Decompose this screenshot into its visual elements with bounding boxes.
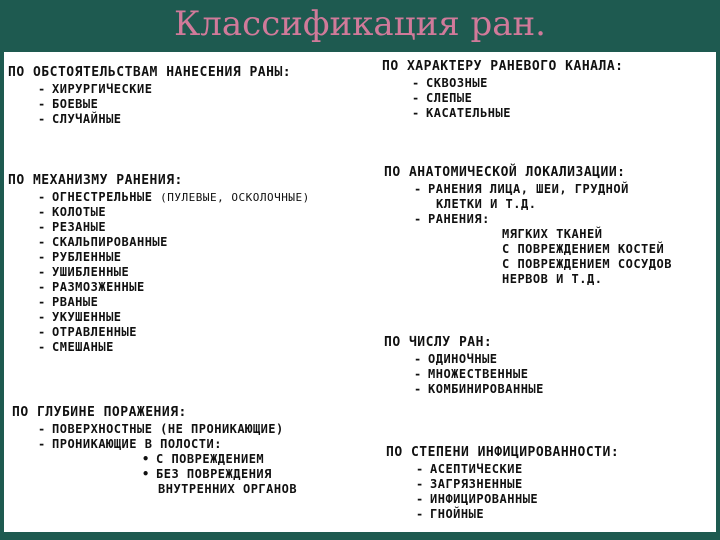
sub-item: МЯГКИХ ТКАНЕЙ bbox=[502, 227, 603, 241]
list-item: - РВАНЫЕ bbox=[38, 295, 99, 309]
depth-heading: ПО ГЛУБИНЕ ПОРАЖЕНИЯ: bbox=[12, 405, 187, 420]
list-item: - РАЗМОЗЖЕННЫЕ bbox=[38, 280, 145, 294]
list-item: - КОМБИНИРОВАННЫЕ bbox=[414, 382, 544, 396]
list-item: - ОТРАВЛЕННЫЕ bbox=[38, 325, 137, 339]
channel-section bbox=[382, 58, 623, 121]
list-item: - ИНФИЦИРОВАННЫЕ bbox=[416, 492, 539, 506]
list-item: - РАНЕНИЯ ЛИЦА, ШЕИ, ГРУДНОЙ bbox=[414, 182, 629, 196]
bullet-item: • С ПОВРЕЖДЕНИЕМ bbox=[142, 452, 265, 466]
sub-item: НЕРВОВ И Т.Д. bbox=[502, 272, 603, 286]
anatomy-heading: ПО АНАТОМИЧЕСКОЙ ЛОКАЛИЗАЦИИ: bbox=[384, 165, 626, 180]
list-item: - РУБЛЕННЫЕ bbox=[38, 250, 122, 264]
list-item-continuation: КЛЕТКИ И Т.Д. bbox=[436, 197, 537, 211]
list-item: - ОГНЕСТРЕЛЬНЫЕ (ПУЛЕВЫЕ, ОСКОЛОЧНЫЕ) bbox=[38, 190, 310, 204]
number-section bbox=[384, 334, 544, 397]
sub-item: С ПОВРЕЖДЕНИЕМ КОСТЕЙ bbox=[502, 242, 665, 256]
list-item: - СКВОЗНЫЕ bbox=[412, 76, 488, 90]
circumstances-section bbox=[8, 64, 291, 127]
list-item: - УШИБЛЕННЫЕ bbox=[38, 265, 130, 279]
frame-right bbox=[716, 52, 720, 540]
bullet-item: • БЕЗ ПОВРЕЖДЕНИЯ bbox=[142, 467, 272, 481]
list-item: - БОЕВЫЕ bbox=[38, 97, 99, 111]
frame-bottom bbox=[0, 532, 720, 540]
circumstances-heading: ПО ОБСТОЯТЕЛЬСТВАМ НАНЕСЕНИЯ РАНЫ: bbox=[8, 65, 292, 80]
list-item: - КОЛОТЫЕ bbox=[38, 205, 107, 219]
list-item: - СМЕШАНЫЕ bbox=[38, 340, 114, 354]
sub-item: С ПОВРЕЖДЕНИЕМ СОСУДОВ bbox=[502, 257, 672, 271]
list-item: - ХИРУРГИЧЕСКИЕ bbox=[38, 82, 153, 96]
list-item: - СЛУЧАЙНЫЕ bbox=[38, 112, 122, 126]
list-item: - ПРОНИКАЮЩИЕ В ПОЛОСТИ: bbox=[38, 437, 222, 451]
list-item: - ОДИНОЧНЫЕ bbox=[414, 352, 498, 366]
anatomy-section bbox=[384, 164, 672, 287]
channel-heading: ПО ХАРАКТЕРУ РАНЕВОГО КАНАЛА: bbox=[382, 59, 624, 74]
depth-section bbox=[12, 404, 297, 497]
infection-heading: ПО СТЕПЕНИ ИНФИЦИРОВАННОСТИ: bbox=[386, 445, 620, 460]
list-item: - СЛЕПЫЕ bbox=[412, 91, 473, 105]
mechanism-section bbox=[8, 172, 310, 355]
bullet-continuation: ВНУТРЕННИХ ОРГАНОВ bbox=[158, 482, 298, 496]
number-heading: ПО ЧИСЛУ РАН: bbox=[384, 335, 493, 350]
list-item: - АСЕПТИЧЕСКИЕ bbox=[416, 462, 523, 476]
list-item: - СКАЛЬПИРОВАННЫЕ bbox=[38, 235, 168, 249]
list-item: - УКУШЕННЫЕ bbox=[38, 310, 122, 324]
mechanism-heading: ПО МЕХАНИЗМУ РАНЕНИЯ: bbox=[8, 173, 183, 188]
list-item: - ЗАГРЯЗНЕННЫЕ bbox=[416, 477, 523, 491]
list-item: - МНОЖЕСТВЕННЫЕ bbox=[414, 367, 529, 381]
list-item: - ГНОЙНЫЕ bbox=[416, 507, 485, 521]
frame-left bbox=[0, 52, 4, 540]
list-item: - ПОВЕРХНОСТНЫЕ (НЕ ПРОНИКАЮЩИЕ) bbox=[38, 422, 284, 436]
slide-title: Классификация ран. bbox=[173, 4, 546, 44]
infection-section bbox=[386, 444, 619, 522]
mechanism-note: (ПУЛЕВЫЕ, ОСКОЛОЧНЫЕ) bbox=[160, 191, 310, 204]
list-item: - РАНЕНИЯ: bbox=[414, 212, 490, 226]
list-item: - КАСАТЕЛЬНЫЕ bbox=[412, 106, 511, 120]
list-item: - РЕЗАНЫЕ bbox=[38, 220, 107, 234]
